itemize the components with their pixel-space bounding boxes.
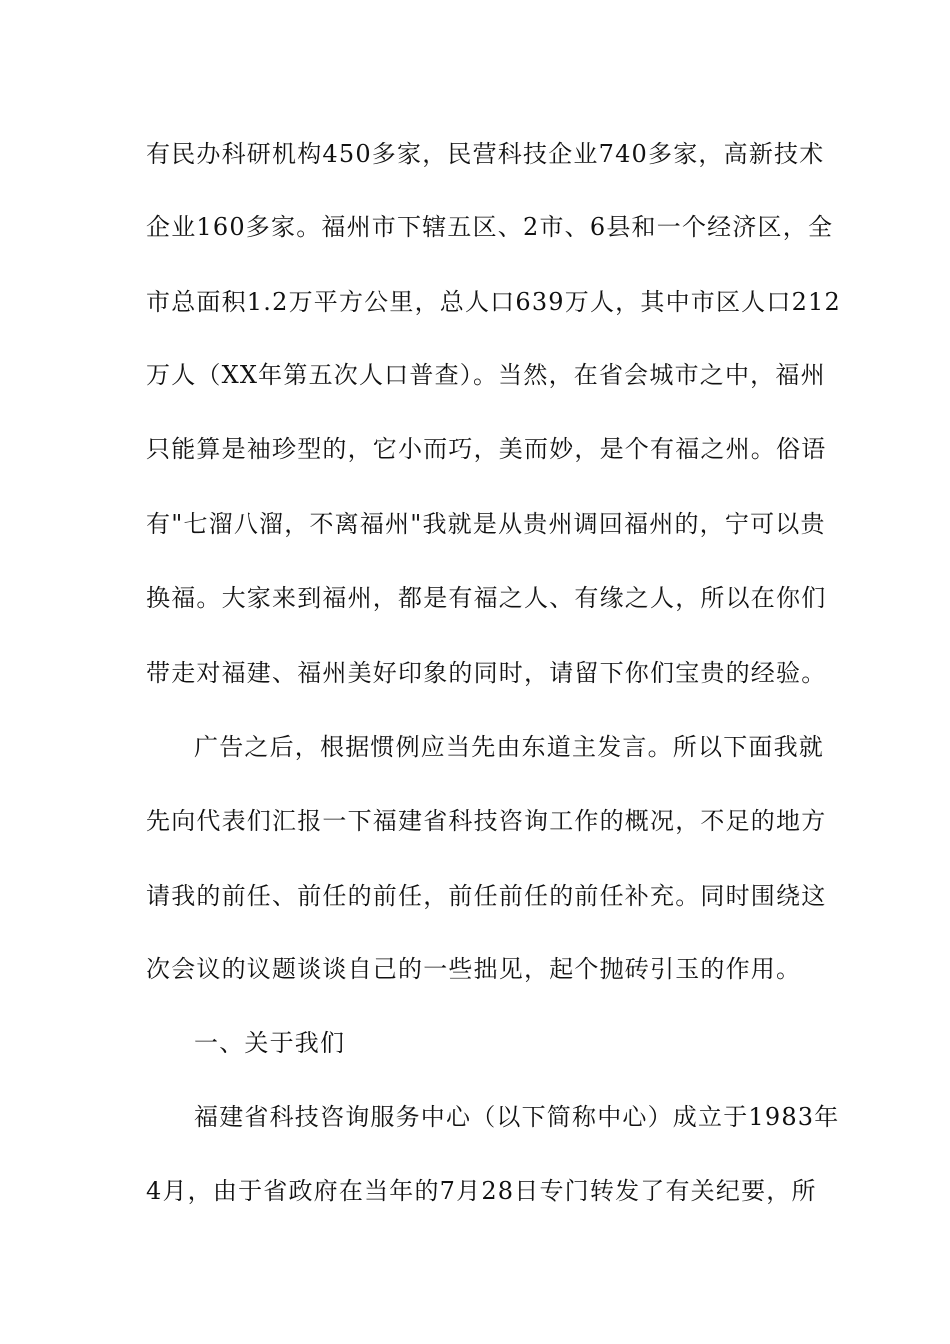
text-line: 有"七溜八溜，不离福州"我就是从贵州调回福州的，宁可以贵 [146, 510, 826, 538]
text-line: 有民办科研机构450多家，民营科技企业740多家，高新技术 [146, 140, 825, 168]
text-line: 换福。大家来到福州，都是有福之人、有缘之人，所以在你们 [146, 584, 827, 612]
text-line: 先向代表们汇报一下福建省科技咨询工作的概况，不足的地方 [146, 807, 827, 835]
section-heading: 一、关于我们 [194, 1029, 346, 1057]
text-line: 只能算是袖珍型的，它小而巧，美而妙，是个有福之州。俗语 [146, 435, 827, 463]
text-line: 企业160多家。福州市下辖五区、2市、6县和一个经济区，全 [146, 213, 834, 241]
text-line: 带走对福建、福州美好印象的同时，请留下你们宝贵的经验。 [146, 659, 827, 687]
text-line: 4月，由于省政府在当年的7月28日专门转发了有关纪要，所 [146, 1177, 817, 1205]
text-line: 次会议的议题谈谈自己的一些拙见，起个抛砖引玉的作用。 [146, 955, 802, 983]
paragraph-start-line: 广告之后，根据惯例应当先由东道主发言。所以下面我就 [194, 733, 824, 761]
text-line: 市总面积1.2万平方公里，总人口639万人，其中市区人口212 [146, 288, 841, 316]
text-line: 请我的前任、前任的前任，前任前任的前任补充。同时围绕这 [146, 882, 827, 910]
paragraph-start-line: 福建省科技咨询服务中心（以下简称中心）成立于1983年 [194, 1103, 840, 1131]
text-line: 万人（XX年第五次人口普查）。当然，在省会城市之中，福州 [146, 361, 826, 389]
